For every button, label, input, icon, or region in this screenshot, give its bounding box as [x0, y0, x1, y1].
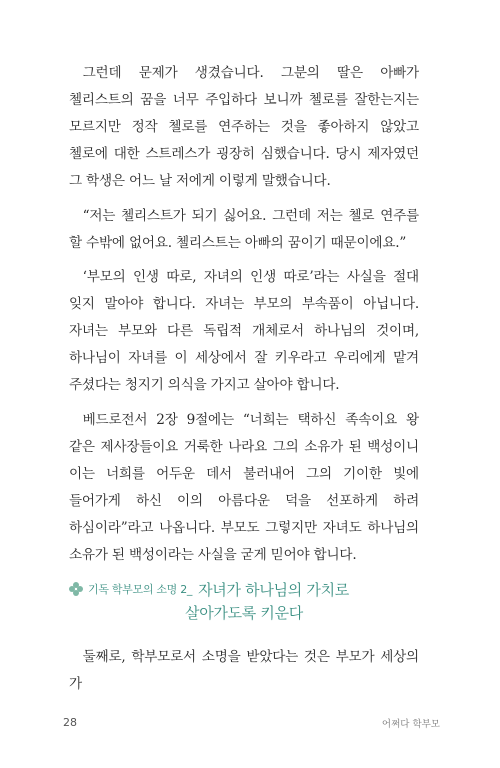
paragraph-2: “저는 첼리스트가 되기 싫어요. 그런데 저는 첼로 연주를 할 수밖에 없어요. 첼리스트는 아빠의 꿈이기 때문이에요.”	[69, 207, 419, 251]
section-title-line-1: 자녀가 하나님의 가치로	[198, 580, 349, 599]
section-title-line-2: 살아가도록 키운다	[185, 604, 303, 622]
paragraph-4: 베드로전서 2장 9절에는 “너희는 택하신 족속이요 왕 같은 제사장들이요 거룩한 나라요 그의 소유가 된 백성이니 이는 너희를 어두운 데서 불러내어 그의 기이한 빛에 들어가게 하신 이의 아름다운 덕을 선포하게 하려 하심이라”라고 나옵니다. 부모도 그렇지만 자녀도 하나님의 소유가 된 백성이라는 사실을 굳게 믿어야 합니다.	[69, 411, 419, 563]
page-number: 28	[63, 716, 77, 729]
paragraph-5: 둘째로, 학부모로서 소명을 받았다는 것은 부모가 세상의 가	[69, 649, 419, 692]
continued-text	[69, 644, 419, 706]
paragraph-1: 그런데 문제가 생겼습니다. 그분의 딸은 아빠가 첼리스트의 꿈을 너무 주입하다 보니까 첼로를 잘한는지는 모르지만 정작 첼로를 연주하는 것을 좋아하지 않았고 첼로에 대한 스트레스가 굉장히 심했습니다. 당시 제자였던 그 학생은 어느 날 저에게 이렇게 말했습니다.	[69, 65, 419, 189]
section-heading	[69, 578, 419, 626]
clover-icon	[69, 582, 83, 596]
section-label: 기독 학부모의 소명 2_	[88, 583, 193, 596]
body-text	[69, 60, 419, 576]
book-title: 어쩌다 학부모	[381, 719, 440, 730]
section-heading-line-1	[69, 578, 419, 600]
paragraph-3: ‘부모의 인생 따로, 자녀의 인생 따로’라는 사실을 절대 잊지 말아야 합니다. 자녀는 부모의 부속품이 아닙니다. 자녀는 부모와 다른 독립적 개체로서 하나님의 것이며, 하나님이 자녀를 이 세상에서 잘 키우라고 우리에게 맡겨 주셨다는 청지기 의식을 가지고 살아야 합니다.	[69, 269, 419, 393]
section-heading-line-2	[69, 602, 419, 626]
